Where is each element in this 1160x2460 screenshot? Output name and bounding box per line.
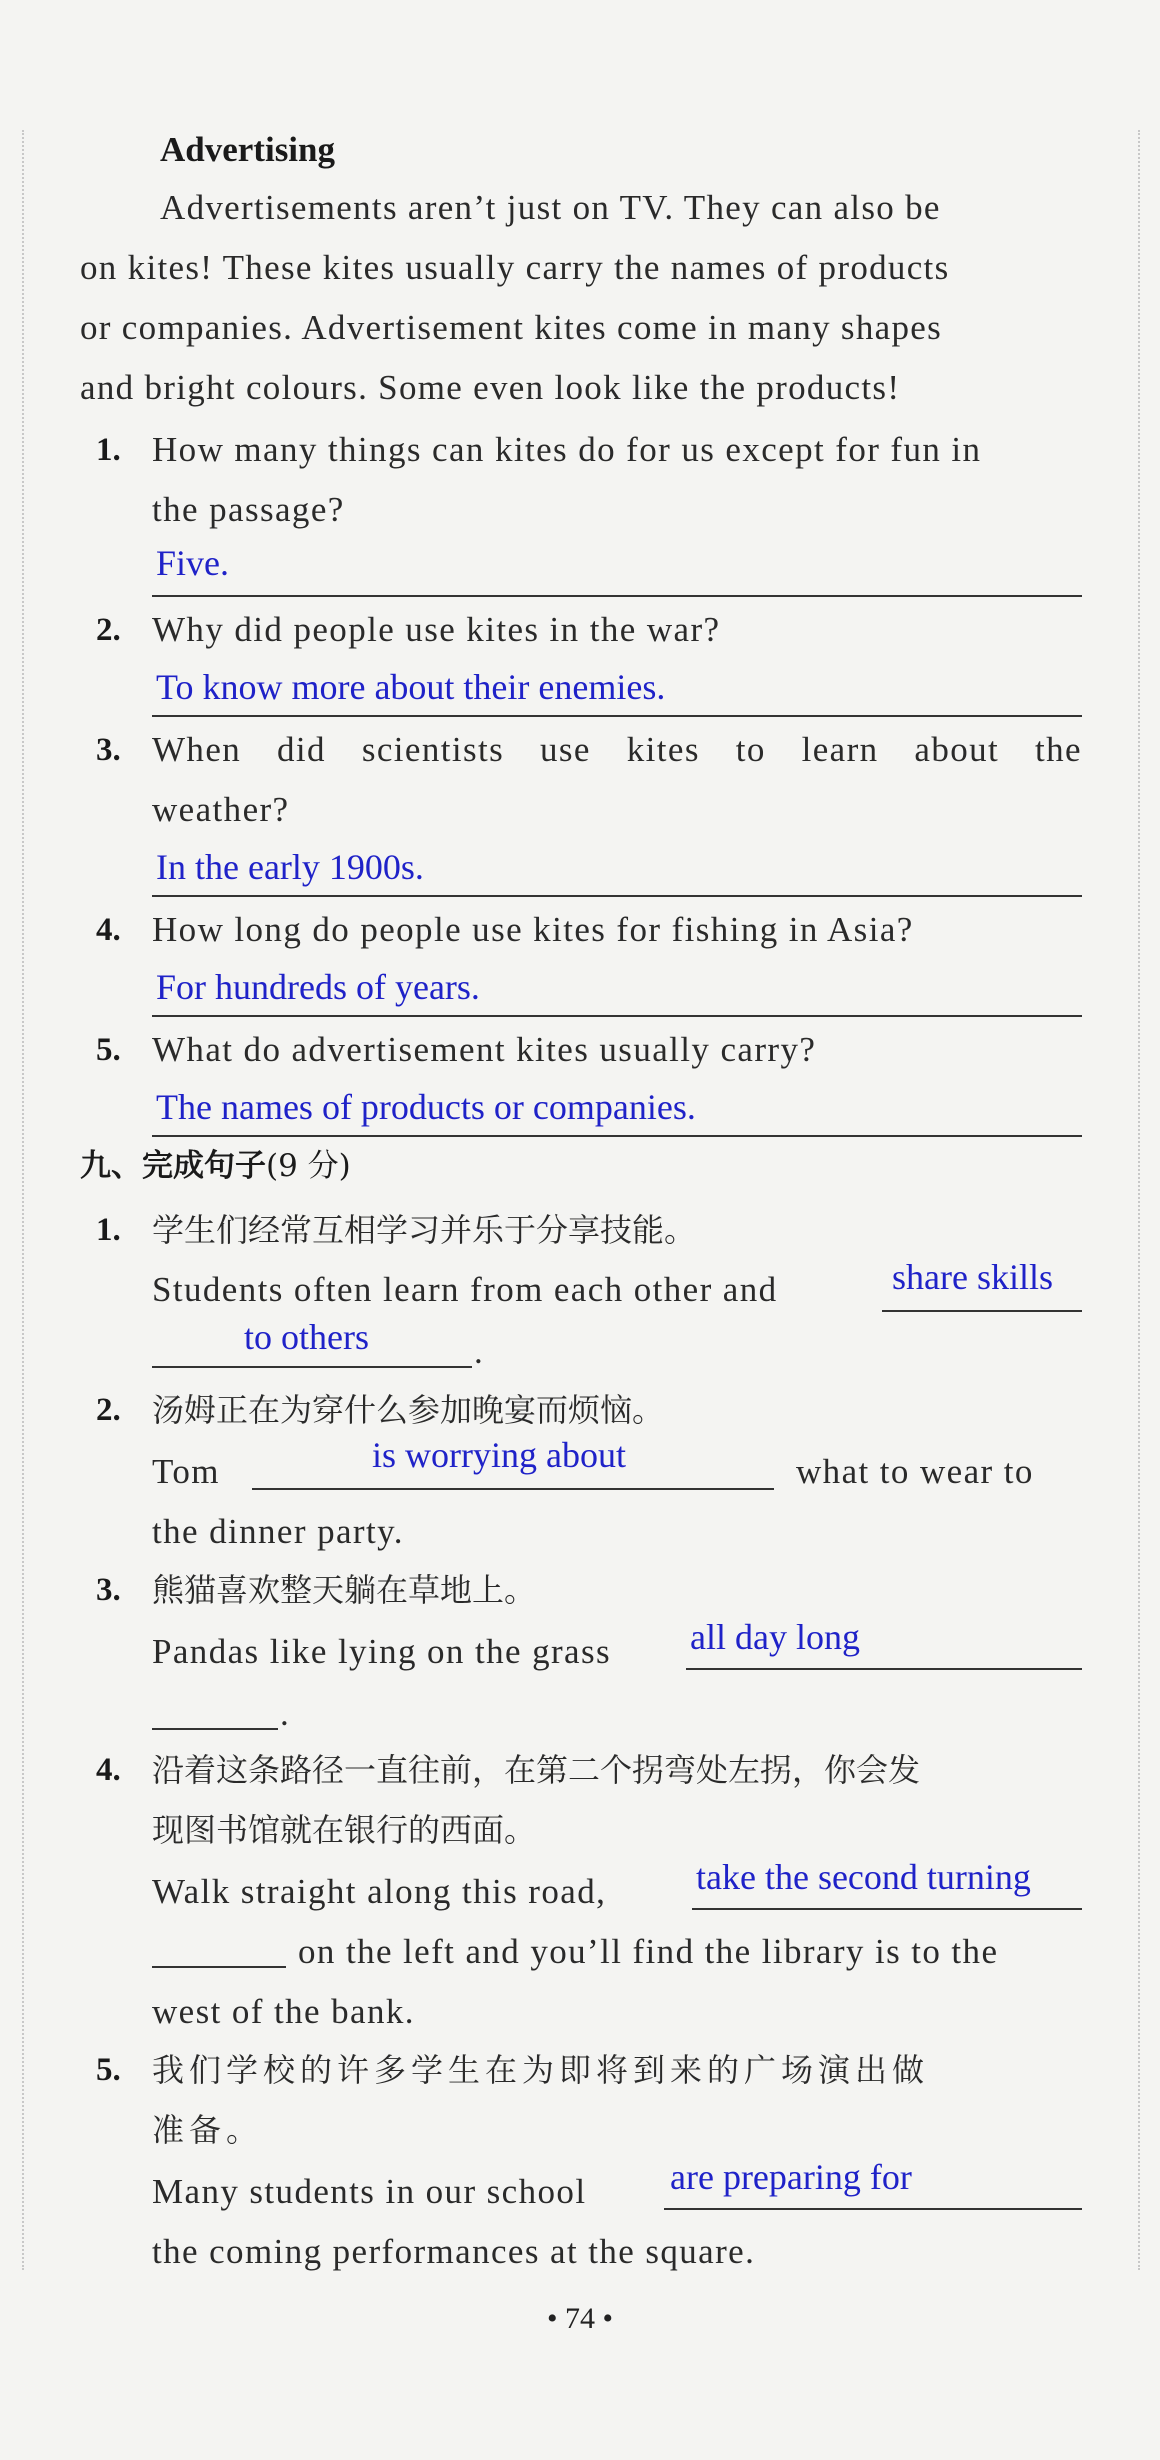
answer-line (686, 1668, 1082, 1670)
answer-line (252, 1488, 774, 1490)
question-line: How many things can kites do for us except for fun in (152, 430, 982, 469)
question-number: 5. (96, 1032, 121, 1068)
english-sentence: the dinner party. (152, 1512, 404, 1551)
question-number: 1. (96, 1212, 121, 1248)
question-number: 2. (96, 612, 121, 648)
answer-line (152, 715, 1082, 717)
passage-title: Advertising (160, 130, 335, 169)
question-line: How long do people use kites for fishing in Asia? (152, 910, 914, 949)
answer-text: The names of products or companies. (156, 1087, 696, 1127)
question-number: 1. (96, 432, 121, 468)
answer-text: is worrying about (372, 1435, 626, 1475)
passage-line: and bright colours. Some even look like the products! (80, 368, 901, 407)
question-line: the passage? (152, 490, 345, 529)
question-text (152, 1020, 1082, 1080)
chinese-line: 准备。 (152, 2111, 264, 2149)
english-sentence: Tom (152, 1452, 220, 1491)
question-number: 4. (96, 1752, 121, 1788)
question-line: When did scientists use kites to learn about the (152, 730, 1082, 769)
period: . (474, 1332, 485, 1371)
english-sentence: the coming performances at the square. (152, 2232, 756, 2271)
answer-text: Five. (156, 543, 230, 583)
answer-text: To know more about their enemies. (156, 667, 666, 707)
answer-text: to others (244, 1317, 369, 1357)
period: . (280, 1694, 291, 1733)
left-dotted-border (22, 130, 24, 2270)
question-line: What do advertisement kites usually carry? (152, 1030, 817, 1069)
question-text (152, 420, 1082, 540)
answer-line (882, 1310, 1082, 1312)
english-sentence: Walk straight along this road, (152, 1872, 607, 1911)
section-points: (9 分) (266, 1148, 351, 1184)
answer-line (664, 2208, 1082, 2210)
answer-text: all day long (690, 1617, 860, 1657)
chinese-sentence (152, 2040, 1082, 2160)
passage-body (80, 178, 1080, 418)
chinese-sentence: 熊猫喜欢整天躺在草地上。 (152, 1571, 537, 1609)
english-sentence: Pandas like lying on the grass (152, 1632, 612, 1671)
section-title: 九、完成句子 (80, 1148, 266, 1184)
chinese-line: 我们学校的许多学生在为即将到来的广场演出做 (152, 2051, 930, 2089)
english-sentence: on the left and you’ll find the library is to the (298, 1932, 999, 1971)
answer-line (692, 1908, 1082, 1910)
answer-text: are preparing for (670, 2157, 912, 2197)
passage-line: Advertisements aren’t just on TV. They can also be (160, 188, 941, 227)
answer-line (152, 1966, 286, 1968)
answer-line (152, 1135, 1082, 1137)
question-text (152, 720, 1082, 840)
chinese-sentence: 汤姆正在为穿什么参加晚宴而烦恼。 (152, 1391, 665, 1429)
answer-line (152, 1366, 472, 1368)
passage-line: on kites! These kites usually carry the names of products (80, 248, 950, 287)
right-dotted-border (1138, 130, 1140, 2270)
answer-line (152, 1728, 278, 1730)
question-text (152, 600, 1082, 660)
english-sentence: west of the bank. (152, 1992, 415, 2031)
answer-text: In the early 1900s. (156, 847, 424, 887)
answer-line (152, 895, 1082, 897)
answer-line (152, 595, 1082, 597)
section-heading (80, 1140, 351, 1185)
english-sentence: Students often learn from each other and (152, 1270, 778, 1309)
chinese-sentence: 学生们经常互相学习并乐于分享技能。 (152, 1211, 697, 1249)
answer-text: For hundreds of years. (156, 967, 480, 1007)
question-text (152, 900, 1082, 960)
chinese-sentence (152, 1740, 1082, 1860)
question-number: 2. (96, 1392, 121, 1428)
answer-text: share skills (892, 1257, 1053, 1297)
question-number: 5. (96, 2052, 121, 2088)
passage-line: or companies. Advertisement kites come in many shapes (80, 308, 943, 347)
answer-text: take the second turning (696, 1857, 1031, 1897)
chinese-line: 现图书馆就在银行的西面。 (152, 1811, 537, 1849)
chinese-line: 沿着这条路径一直往前，在第二个拐弯处左拐，你会发 (152, 1751, 921, 1789)
page-number: • 74 • (546, 2302, 613, 2335)
question-number: 3. (96, 732, 121, 768)
question-number: 4. (96, 912, 121, 948)
question-line: weather? (152, 790, 290, 829)
question-number: 3. (96, 1572, 121, 1608)
question-line: Why did people use kites in the war? (152, 610, 721, 649)
english-sentence: what to wear to (796, 1452, 1034, 1491)
english-sentence: Many students in our school (152, 2172, 587, 2211)
answer-line (152, 1015, 1082, 1017)
